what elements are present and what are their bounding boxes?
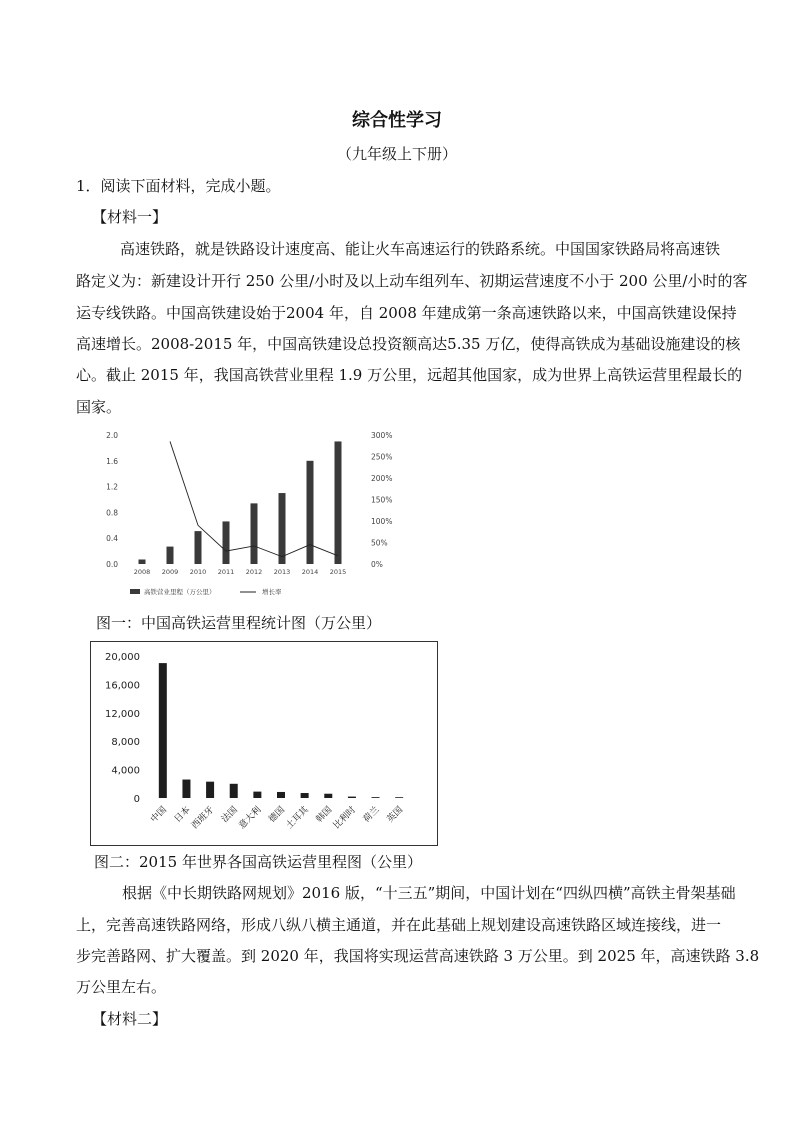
legend-bar-swatch <box>130 589 140 594</box>
y-tick-label: 12,000 <box>105 708 140 720</box>
bar <box>167 547 174 564</box>
material2-heading: 【材料二】 <box>92 1010 168 1028</box>
y-right-tick-label: 250% <box>371 452 393 462</box>
legend-line-label: 增长率 <box>262 588 282 596</box>
bar <box>279 493 286 564</box>
material1-after-line: 步完善路网、扩大覆盖。到 2020 年，我国将实现运营高速铁路 3 万公里。到 2025 年，高速铁路 3.8 <box>76 947 760 965</box>
x-tick-label: 2015 <box>329 568 347 576</box>
bar <box>348 797 356 798</box>
material1-heading: 【材料一】 <box>92 208 168 226</box>
y-tick-label: 0 <box>133 794 140 805</box>
bar <box>395 797 403 798</box>
bar <box>307 461 314 564</box>
y-tick-label: 8,000 <box>111 737 140 749</box>
x-tick-label: 西班牙 <box>190 805 217 832</box>
material1-line: 路定义为：新建设计开行 250 公里/小时及以上动车组列车、初期运营速度不小于 200 公里/小时的客 <box>76 272 748 290</box>
x-tick-label: 2014 <box>301 568 319 576</box>
y-right-tick-label: 50% <box>371 538 388 548</box>
bar <box>277 792 285 798</box>
material1-line: 高速铁路，就是铁路设计速度高、能让火车高速运行的铁路系统。中国国家铁路局将高速铁 <box>120 240 721 258</box>
x-tick-label: 比利时 <box>331 805 359 832</box>
chart2-frame <box>90 641 438 846</box>
material1-line: 高速增长。2008-2015 年，中国高铁建设总投资额高达5.35 万亿，使得高铁成为基础设施建设的核 <box>76 335 741 353</box>
x-tick-label: 2013 <box>273 568 291 576</box>
y-left-tick-label: 0.0 <box>106 560 118 569</box>
legend-bar-label: 高铁营业里程（万公里） <box>144 588 216 596</box>
material1-line: 运专线铁路。中国高铁建设始于2004 年，自 2008 年建成第一条高速铁路以来，中国高铁建设保持 <box>76 304 737 322</box>
y-left-tick-label: 0.8 <box>106 508 118 518</box>
x-tick-label: 法国 <box>220 805 240 825</box>
y-left-tick-label: 1.2 <box>106 482 118 492</box>
bar <box>301 793 309 798</box>
bar <box>159 663 167 798</box>
y-tick-label: 20,000 <box>105 652 140 663</box>
x-tick-label: 意大利 <box>237 805 264 832</box>
y-left-tick-label: 0.4 <box>106 534 118 544</box>
x-tick-label: 荷兰 <box>361 805 382 825</box>
material1-line: 心。截止 2015 年，我国高铁营业里程 1.9 万公里，远超其他国家，成为世界上高铁运营里程最长的 <box>76 366 743 384</box>
bar <box>324 794 332 798</box>
material1-after-line: 根据《中长期铁路网规划》2016 版，“十三五”期间，中国计划在“四纵四横”高铁主骨架基础 <box>122 884 736 902</box>
x-tick-label: 2011 <box>217 568 235 576</box>
bar <box>335 441 342 564</box>
material1-after-line: 上，完善高速铁路网络，形成八纵八横主通道，并在此基础上规划建设高速铁路区域连接线，进一 <box>76 916 722 934</box>
y-left-tick-label: 1.6 <box>106 456 118 466</box>
y-tick-label: 4,000 <box>111 765 140 777</box>
x-tick-label: 英国 <box>385 805 406 825</box>
bar <box>206 782 214 798</box>
chart-world-hsr-mileage <box>91 642 437 845</box>
bar <box>195 531 202 564</box>
x-tick-label: 韩国 <box>314 805 335 825</box>
y-tick-label: 16,000 <box>105 680 140 692</box>
page-subtitle: （九年级上下册） <box>336 145 457 163</box>
bar <box>139 559 146 564</box>
chart2-caption: 图二：2015 年世界各国高铁运营里程图（公里） <box>94 853 422 871</box>
y-right-tick-label: 150% <box>371 495 393 505</box>
chart-china-hsr-mileage <box>90 425 400 605</box>
y-right-tick-label: 200% <box>371 474 393 483</box>
x-tick-label: 日本 <box>172 805 193 825</box>
x-tick-label: 2010 <box>189 568 207 576</box>
y-right-tick-label: 300% <box>371 431 393 440</box>
x-tick-label: 德国 <box>267 805 288 825</box>
bar <box>372 797 380 798</box>
x-tick-label: 中国 <box>149 805 169 825</box>
bar <box>223 521 230 564</box>
y-right-tick-label: 100% <box>371 517 393 526</box>
y-left-tick-label: 2.0 <box>106 431 118 440</box>
material1-line: 国家。 <box>76 398 122 416</box>
x-tick-label: 2009 <box>161 568 179 576</box>
question-prompt: 1．阅读下面材料，完成小题。 <box>76 177 281 195</box>
bar <box>253 792 261 798</box>
page-title: 综合性学习 <box>352 110 442 131</box>
material1-after-line: 万公里左右。 <box>76 978 167 996</box>
chart1-caption: 图一：中国高铁运营里程统计图（万公里） <box>96 614 382 632</box>
x-tick-label: 2008 <box>133 568 151 576</box>
x-tick-label: 2012 <box>245 568 263 576</box>
x-tick-label: 土耳其 <box>284 805 311 832</box>
bar <box>251 503 258 564</box>
y-right-tick-label: 0% <box>371 560 383 569</box>
bar <box>182 780 190 798</box>
bar <box>230 784 238 798</box>
